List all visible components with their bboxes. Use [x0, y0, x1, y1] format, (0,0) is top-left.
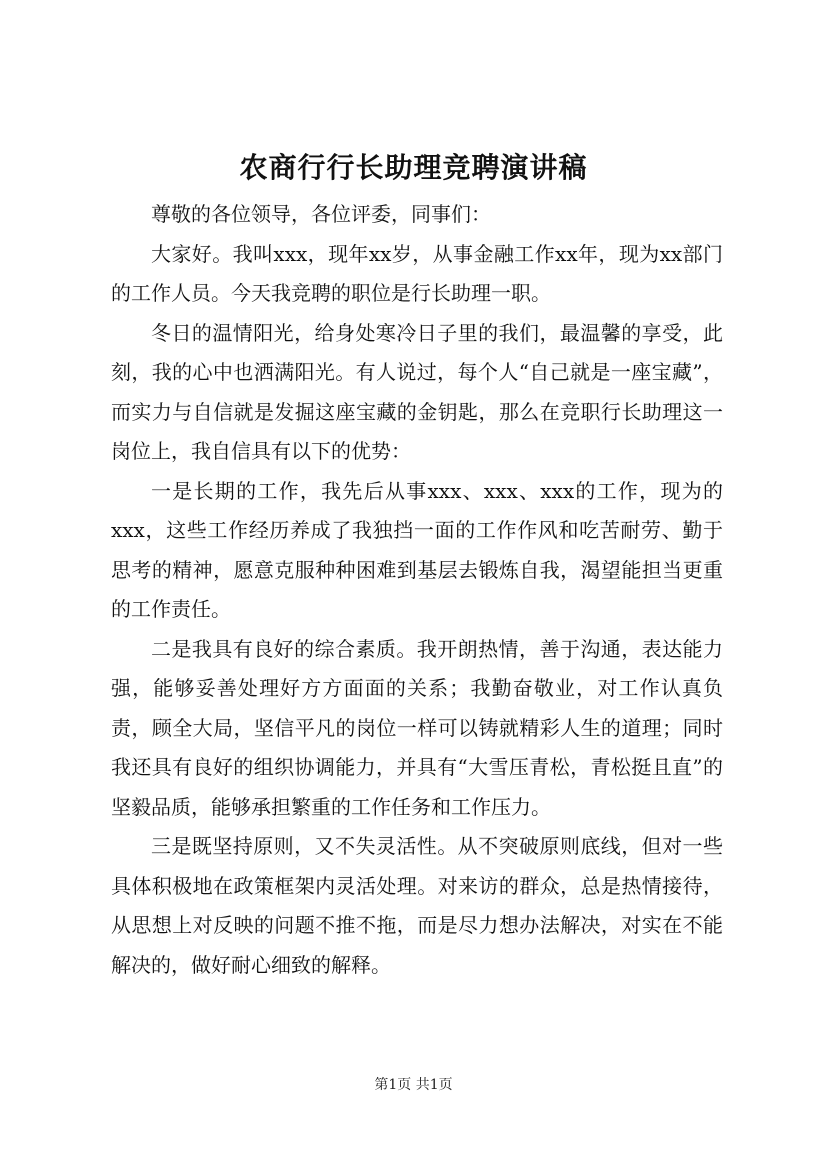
paragraph-advantage-two: 二是我具有良好的综合素质。我开朗热情，善于沟通，表达能力强，能够妥善处理好方方面面的关系；我勤奋敬业，对工作认真负责，顾全大局，坚信平凡的岗位一样可以铸就精彩人生的道理；同时我还具有良好的组织协调能力，并具有“大雪压青松，青松挺且直”的坚毅品质，能够承担繁重的工作任务和工作压力。 [111, 636, 723, 819]
paragraph-introduction: 大家好。我叫xxx，现年xx岁，从事金融工作xx年，现为xx部门的工作人员。今天我竞聘的职位是行长助理一职。 [111, 241, 723, 305]
paragraph-advantage-three: 三是既坚持原则，又不失灵活性。从不突破原则底线，但对一些具体积极地在政策框架内灵活处理。对来访的群众，总是热情接待，从思想上对反映的问题不推不拖，而是尽力想办法解决，对实在不能解决的，做好耐心细致的解释。 [111, 834, 723, 977]
page-number-footer: 第1页 共1页 [374, 1077, 453, 1093]
paragraph-greeting: 尊敬的各位领导，各位评委，同事们： [151, 202, 491, 226]
document-body [111, 195, 723, 985]
document-title: 农商行行长助理竞聘演讲稿 [239, 151, 588, 184]
paragraph-advantages-intro: 冬日的温情阳光，给身处寒冷日子里的我们，最温馨的享受，此刻，我的心中也洒满阳光。有人说过，每个人“自己就是一座宝藏”，而实力与自信就是发掘这座宝藏的金钥匙，那么在竞职行长助理这一岗位上，我自信具有以下的优势： [111, 320, 723, 463]
paragraph-advantage-one: 一是长期的工作，我先后从事xxx、xxx、xxx的工作，现为的xxx，这些工作经历养成了我独挡一面的工作作风和吃苦耐劳、勤于思考的精神，愿意克服种种困难到基层去锻炼自我，渴望能担当更重的工作责任。 [111, 478, 723, 621]
